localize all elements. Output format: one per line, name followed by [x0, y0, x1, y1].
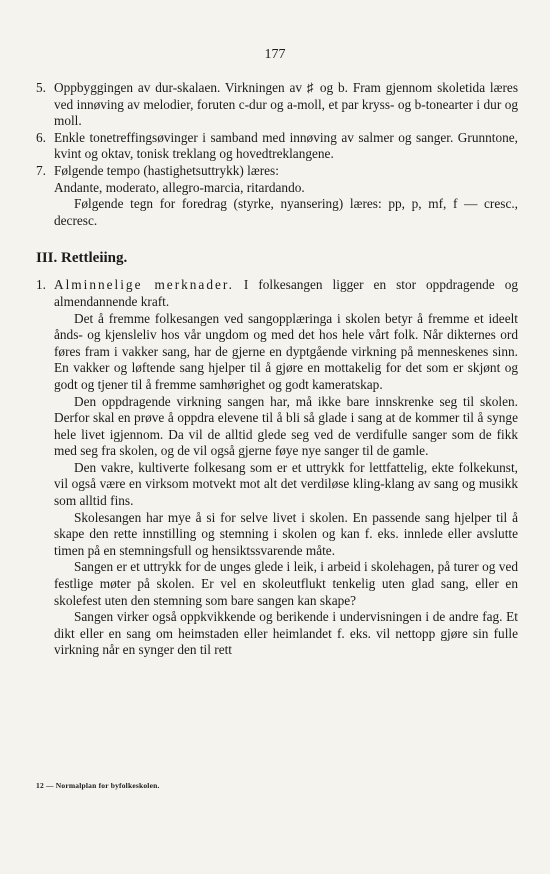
item-text-line2: Andante, moderato, allegro-marcia, ritardando. [54, 179, 305, 195]
item-paragraph: Følgende tegn for foredrag (styrke, nyansering) læres: pp, p, mf, f — cresc., decresc. [54, 196, 518, 228]
paragraph: Den oppdragende virkning sangen har, må ikke bare innskrenke seg til skolen. Derfor skal en prøve å oppdra elevene til å bli så glade i sang at de kommer til å synge hele livet igjennom. Da vil de alltid glede seg ved de verdifulle sanger som de fikk med seg fra skolen, og de vil også gjerne føye nye sanger til de gamle. [54, 393, 518, 459]
item-number: 1. [36, 277, 46, 293]
paragraph: Sangen virker også oppkvikkende og berikende i undervisningen i de andre fag. Et dikt eller en sang om heimstaden eller heimlandet f. eks. vil nettopp gjøre sin fulle virkning når en synger den til rett [54, 609, 518, 658]
remark-paragraphs [36, 311, 518, 659]
item-number: 7. [36, 162, 46, 178]
item-number: 5. [36, 80, 46, 95]
list-item-6 [36, 130, 518, 163]
paragraph: Den vakre, kultiverte folkesang som er et uttrykk for lettfattelig, ekte folkekunst, vil også være en virksom motvekt mot alt det verdiløse kling-klang av sang og musikk som alltid fins. [54, 459, 518, 509]
item-number: 6. [36, 129, 46, 145]
footer-note: 12 — Normalplan for byfolkeskolen. [36, 781, 160, 790]
paragraph: Det å fremme folkesangen ved sangopplæringa i skolen betyr å fremme et ideelt ånds- og kjensleliv hos vår ungdom og med det hos hele vårt folk. Når dikternes ord føres fram i vakker sang, har de gjerne en dyptgående virkning på menneskenes sinn. En vakker og løftende sang hjelper til å gjøre en mottakelig for det som er skjønt og godt og tjener til å fremme samhørighet og godt kameratskap. [54, 310, 518, 392]
list-item-7 [36, 163, 518, 229]
remark-title: Alminnelige merknader. [54, 277, 234, 293]
item-text: Oppbyggingen av dur-skalaen. Virkningen av ♯ og b. Fram gjennom skoletida læres ved innøving av melodier, foruten c-dur og a-moll, et par kryss- og b-tonearter i dur og moll. [54, 80, 518, 129]
item-text: Enkle tonetreffingsøvinger i samband med innøving av salmer og sanger. Grunntone, kvint og oktav, tonisk treklang og hovedtreklangene. [54, 129, 518, 162]
remark-intro-text: I folkesangen ligger en stor oppdragende og almendannende kraft. [54, 277, 518, 309]
paragraph: Skolesangen har mye å si for selve livet i skolen. En passende sang hjelper til å skape den rette innstilling og stemning i skolen og kan f. eks. innlede eller avslutte timen på en stemningsfull og hensiktssvarende måte. [54, 509, 518, 558]
item-text: Følgende tempo (hastighetsuttrykk) læres: [54, 162, 279, 178]
page-number: 177 [264, 47, 286, 62]
list-item-5 [36, 80, 518, 130]
remark-item [36, 277, 518, 310]
remark-intro [54, 277, 518, 310]
paragraph: Sangen er et uttrykk for de unges glede i leik, i arbeid i skolehagen, på turer og ved festlige møter på skolen. Er vel en skoleutflukt tenkelig uten glad sang, eller en skolefest uten den stemning som bare sangen kan skape? [54, 559, 518, 608]
page-body [36, 80, 518, 659]
section-heading: III. Rettleiing. [36, 250, 128, 267]
